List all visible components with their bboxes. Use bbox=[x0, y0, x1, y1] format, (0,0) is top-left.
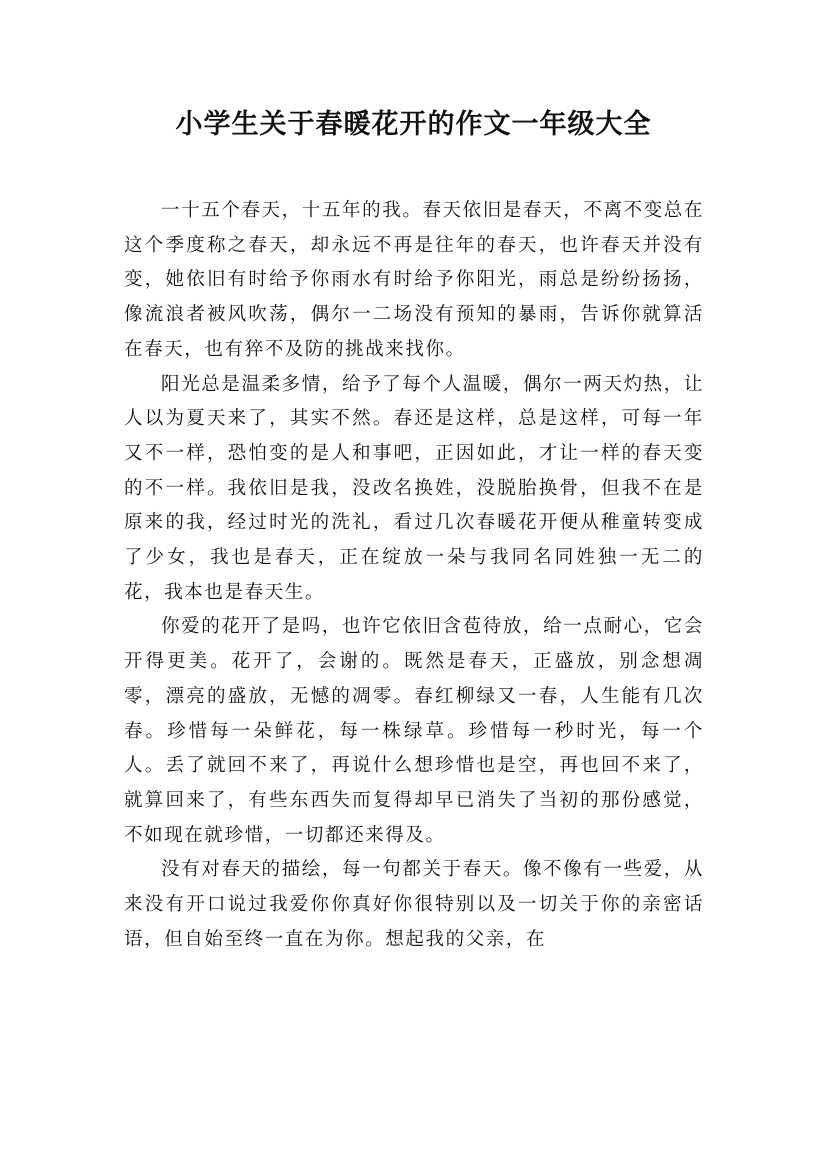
document-title: 小学生关于春暖花开的作文一年级大全 bbox=[175, 109, 652, 140]
paragraph: 阳光总是温柔多情，给予了每个人温暖，偶尔一两天灼热，让人以为夏天来了，其实不然。春还是这样，总是这样，可每一年又不一样，恐怕变的是人和事吧，正因如此，才让一样的春天变的不一样。我依旧是我，没改名换姓，没脱胎换骨，但我不在是原来的我，经过时光的洗礼，看过几次春暖花开便从稚童转变成了少女，我也是春天，正在绽放一朵与我同名同姓独一无二的花，我本也是春天生。 bbox=[124, 373, 704, 603]
document-body bbox=[124, 194, 704, 957]
paragraph: 你爱的花开了是吗，也许它依旧含苞待放，给一点耐心，它会开得更美。花开了，会谢的。既然是春天，正盛放，别念想凋零，漂亮的盛放，无憾的凋零。春红柳绿又一春，人生能有几次春。珍惜每一朵鲜花，每一株绿草。珍惜每一秒时光，每一个人。丢了就回不来了，再说什么想珍惜也是空，再也回不来了，就算回来了，有些东西失而复得却早已消失了当初的那份感觉，不如现在就珍惜，一切都还来得及。 bbox=[124, 616, 704, 846]
paragraph: 没有对春天的描绘，每一句都关于春天。像不像有一些爱，从来没有开口说过我爱你你真好你很特别以及一切关于你的亲密话语，但自始至终一直在为你。想起我的父亲，在 bbox=[124, 859, 704, 950]
paragraph: 一十五个春天，十五年的我。春天依旧是春天，不离不变总在这个季度称之春天，却永远不再是往年的春天，也许春天并没有变，她依旧有时给予你雨水有时给予你阳光，雨总是纷纷扬扬，像流浪者被风吹荡，偶尔一二场没有预知的暴雨，告诉你就算活在春天，也有猝不及防的挑战来找你。 bbox=[124, 200, 704, 360]
